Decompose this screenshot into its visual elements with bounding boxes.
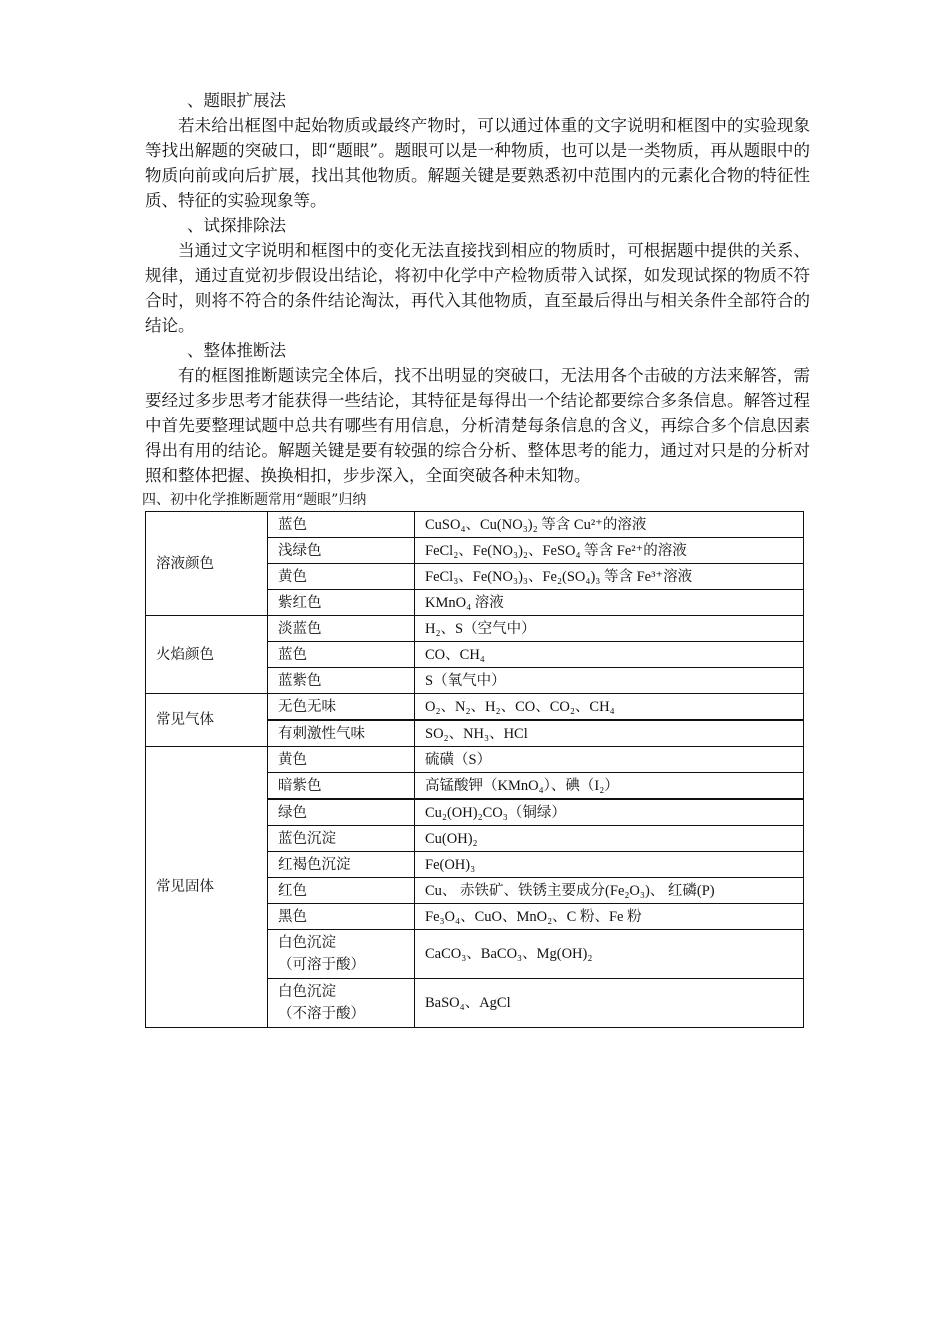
property-cell: 有刺激性气味 <box>268 720 415 747</box>
property-cell <box>268 930 415 979</box>
property-note: （不溶于酸） <box>278 1006 365 1022</box>
property-cell: 蓝色 <box>268 642 415 668</box>
value-cell: 硫磺（S） <box>415 747 804 773</box>
value-cell: Cu(OH)₂ <box>415 826 804 852</box>
property-cell: 红色 <box>268 878 415 904</box>
property-cell: 无色无味 <box>268 694 415 721</box>
value-cell: S（氧气中） <box>415 668 804 694</box>
section-heading-overall: 、整体推断法 <box>187 341 286 360</box>
value-cell: Cu、 赤铁矿、铁锈主要成分(Fe₂O₃)、 红磷(P) <box>415 878 804 904</box>
value-cell: Fe(OH)₃ <box>415 852 804 878</box>
property-line: 白色沉淀 <box>278 984 336 1000</box>
value-cell: Cu₂(OH)₂CO₃（铜绿） <box>415 799 804 826</box>
table-row <box>146 616 804 642</box>
value-cell: 高锰酸钾（KMnO₄）、碘（I₂） <box>415 773 804 800</box>
property-cell: 蓝色 <box>268 512 415 538</box>
value-cell: CuSO₄、Cu(NO₃)₂ 等含 Cu²⁺的溶液 <box>415 512 804 538</box>
table-row <box>146 747 804 773</box>
category-cell: 溶液颜色 <box>146 512 268 616</box>
section-paragraph-trial: 当通过文字说明和框图中的变化无法直接找到相应的物质时，可根据题中提供的关系、规律，通过直觉初步假设出结论，将初中化学中产检物质带入试探，如发现试探的物质不符合时，则将不符合的条件结论淘汰，再代入其他物质，直至最后得出与相关条件全部符合的结论。 <box>145 241 810 335</box>
property-cell: 红褐色沉淀 <box>268 852 415 878</box>
property-cell: 黄色 <box>268 747 415 773</box>
value-cell: O₂、N₂、H₂、CO、CO₂、CH₄ <box>415 694 804 721</box>
section-heading-trial: 、试探排除法 <box>187 216 286 235</box>
property-cell: 紫红色 <box>268 590 415 616</box>
property-cell: 黄色 <box>268 564 415 590</box>
section-paragraph-expand: 若未给出框图中起始物质或最终产物时，可以通过体重的文字说明和框图中的实验现象等找出解题的突破口，即“题眼”。题眼可以是一种物质，也可以是一类物质，再从题眼中的物质向前或向后扩展，找出其他物质。解题关键是要熟悉初中范围内的元素化合物的特征性质、特征的实验现象等。 <box>145 116 810 210</box>
property-cell: 绿色 <box>268 799 415 826</box>
category-cell: 常见固体 <box>146 747 268 1028</box>
property-cell: 淡蓝色 <box>268 616 415 642</box>
property-cell: 蓝色沉淀 <box>268 826 415 852</box>
property-cell: 蓝紫色 <box>268 668 415 694</box>
value-cell: CO、CH₄ <box>415 642 804 668</box>
value-cell: CaCO₃、BaCO₃、Mg(OH)₂ <box>415 930 804 979</box>
clue-table <box>145 511 804 1028</box>
table-row <box>146 512 804 538</box>
property-cell: 暗紫色 <box>268 773 415 800</box>
property-cell <box>268 979 415 1028</box>
value-cell: FeCl₂、Fe(NO₃)₂、FeSO₄ 等含 Fe²⁺的溶液 <box>415 538 804 564</box>
value-cell: SO₂、NH₃、HCl <box>415 720 804 747</box>
section-paragraph-overall: 有的框图推断题读完全体后，找不出明显的突破口，无法用各个击破的方法来解答，需要经过多步思考才能获得一些结论，其特征是每得出一个结论都要综合多条信息。解答过程中首先要整理试题中总共有哪些有用信息，分析清楚每条信息的含义，再综合多个信息因素得出有用的结论。解题关键是要有较强的综合分析、整体思考的能力，通过对只是的分析对照和整体把握、换换相扣，步步深入，全面突破各种未知物。 <box>145 366 810 485</box>
value-cell: FeCl₃、Fe(NO₃)₃、Fe₂(SO₄)₃ 等含 Fe³⁺溶液 <box>415 564 804 590</box>
property-note: （可溶于酸） <box>278 957 365 973</box>
property-cell: 黑色 <box>268 904 415 930</box>
value-cell: BaSO₄、AgCl <box>415 979 804 1028</box>
table-title: 四、初中化学推断题常用“题眼”归纳 <box>142 492 367 508</box>
property-line: 白色沉淀 <box>278 935 336 951</box>
value-cell: Fe₃O₄、CuO、MnO₂、C 粉、Fe 粉 <box>415 904 804 930</box>
category-cell: 常见气体 <box>146 694 268 747</box>
section-heading-expand: 、题眼扩展法 <box>187 91 286 110</box>
property-cell: 浅绿色 <box>268 538 415 564</box>
value-cell: KMnO₄ 溶液 <box>415 590 804 616</box>
category-cell: 火焰颜色 <box>146 616 268 694</box>
table-row <box>146 694 804 721</box>
value-cell: H₂、S（空气中） <box>415 616 804 642</box>
document-body <box>142 88 810 1028</box>
